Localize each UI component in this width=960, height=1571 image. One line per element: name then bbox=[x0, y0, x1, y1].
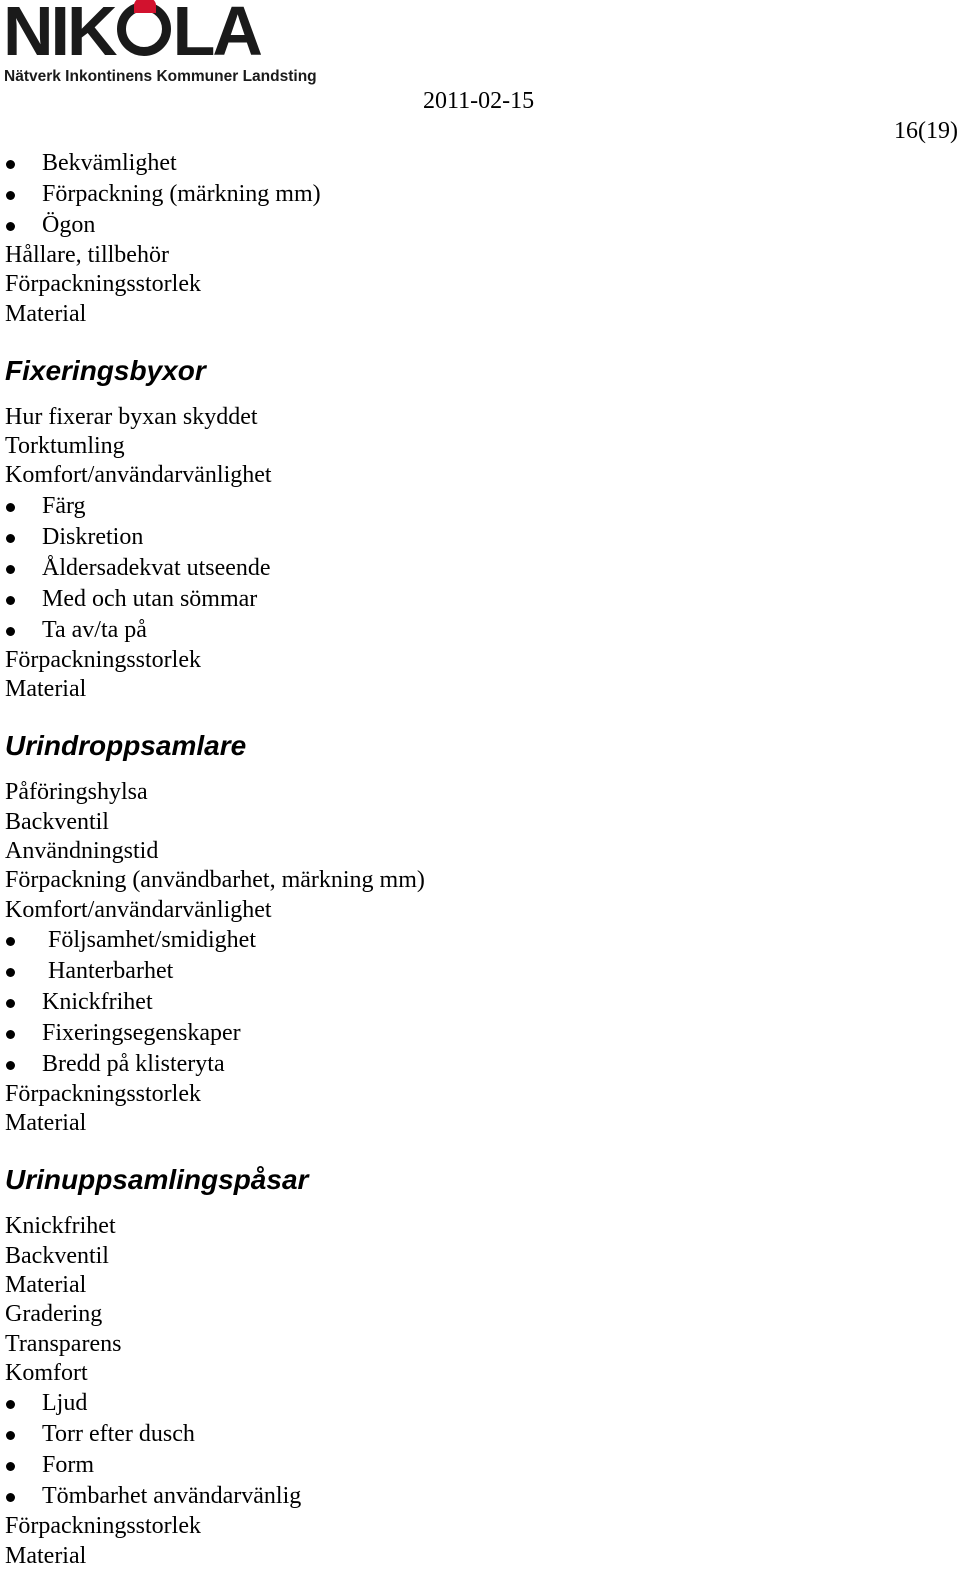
bullet-item: Form bbox=[5, 1450, 955, 1481]
bullet-item: Åldersadekvat utseende bbox=[5, 553, 955, 584]
list-item: Förpackningsstorlek bbox=[5, 1513, 201, 1540]
list-item: Backventil bbox=[5, 808, 109, 835]
bullet-item: Följsamhet/smidighet bbox=[5, 925, 955, 956]
bullet-item: Bredd på klisteryta bbox=[5, 1049, 955, 1080]
list-item: Torktumling bbox=[5, 433, 125, 460]
bullet-item: Knickfrihet bbox=[5, 987, 955, 1018]
list-item: Användningstid bbox=[5, 837, 159, 864]
bullet-item: Torr efter dusch bbox=[5, 1419, 955, 1450]
list-item: Gradering bbox=[5, 1301, 103, 1328]
bullet-item: Tömbarhet användarvänlig bbox=[5, 1481, 955, 1512]
bullet-item: Ögon bbox=[5, 210, 955, 241]
logo-tagline: Nätverk Inkontinens Kommuner Landsting bbox=[4, 68, 317, 85]
section-heading: Urinuppsamlingspåsar bbox=[5, 1164, 309, 1196]
list-item: Transparens bbox=[5, 1330, 122, 1357]
list-item: Förpackning (användbarhet, märkning mm) bbox=[5, 867, 425, 894]
bullet-item: Med och utan sömmar bbox=[5, 584, 955, 615]
list-item: Backventil bbox=[5, 1242, 109, 1269]
nikola-logo bbox=[3, 2, 323, 90]
list-item: Hållare, tillbehör bbox=[5, 242, 169, 268]
bullet-item: Färg bbox=[5, 491, 955, 522]
page-number: 16(19) bbox=[894, 118, 958, 144]
list-item: Material bbox=[5, 1110, 87, 1137]
list-item: Komfort/användarvänlighet bbox=[5, 896, 272, 923]
list-item: Komfort/användarvänlighet bbox=[5, 462, 272, 489]
document-body bbox=[5, 148, 955, 1571]
list-item: Hur fixerar byxan skyddet bbox=[5, 403, 258, 430]
bullet-item: Hanterbarhet bbox=[5, 956, 955, 987]
list-item: Material bbox=[5, 1542, 87, 1569]
list-item: Förpackningsstorlek bbox=[5, 271, 201, 298]
bullet-item: Bekvämlighet bbox=[5, 148, 955, 179]
logo-wordmark: NIK LA bbox=[3, 0, 260, 70]
section-heading: Fixeringsbyxor bbox=[5, 354, 206, 386]
list-item: Förpackningsstorlek bbox=[5, 1080, 201, 1107]
bullet-item: Diskretion bbox=[5, 522, 955, 553]
bullet-item: Förpackning (märkning mm) bbox=[5, 179, 955, 210]
list-item: Påföringshylsa bbox=[5, 779, 148, 806]
bullet-item: Ta av/ta på bbox=[5, 615, 955, 646]
list-item: Material bbox=[5, 300, 87, 327]
logo-o-icon bbox=[117, 2, 171, 56]
list-item: Material bbox=[5, 676, 87, 703]
list-item: Material bbox=[5, 1272, 87, 1299]
document-date: 2011-02-15 bbox=[423, 88, 535, 114]
list-item: Knickfrihet bbox=[5, 1213, 116, 1240]
list-item: Komfort bbox=[5, 1359, 88, 1386]
section-heading: Urindroppsamlare bbox=[5, 730, 247, 762]
bullet-item: Fixeringsegenskaper bbox=[5, 1018, 955, 1049]
list-item: Förpackningsstorlek bbox=[5, 646, 201, 673]
bullet-item: Ljud bbox=[5, 1388, 955, 1419]
